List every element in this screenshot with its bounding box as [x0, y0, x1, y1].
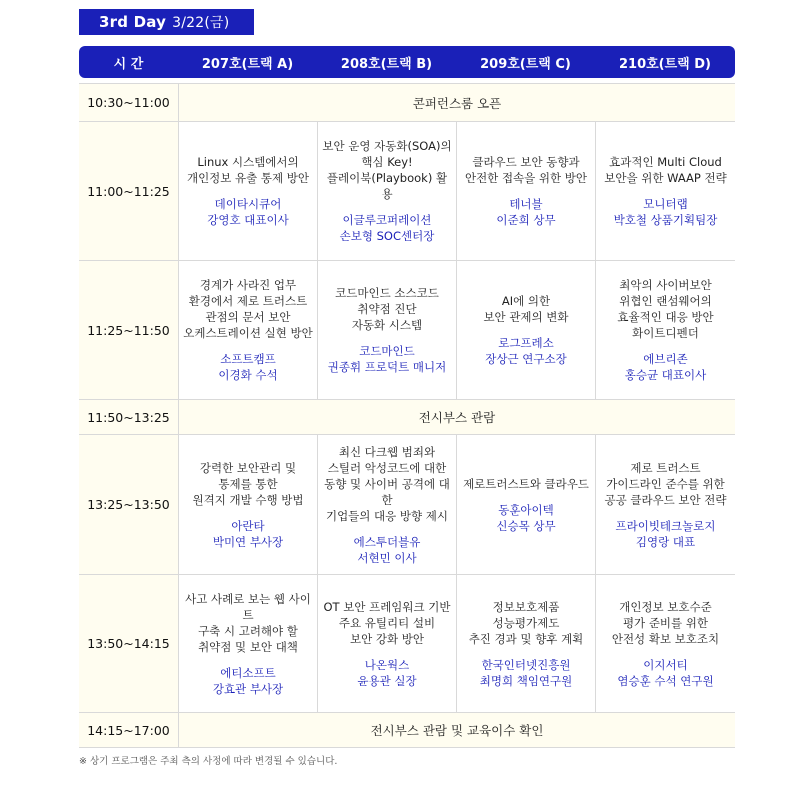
session-title: 클라우드 보안 동향과 안전한 접속을 위한 방안	[464, 155, 588, 185]
schedule-table	[79, 46, 735, 748]
row-time: 11:50~13:25	[79, 400, 178, 434]
day-badge	[79, 9, 254, 35]
session-cell	[595, 122, 735, 260]
session-cell	[178, 261, 317, 399]
session-title: Linux 시스템에서의 개인정보 유출 통제 방안	[186, 155, 310, 185]
session-title: AI에 의한 보안 관제의 변화	[483, 294, 569, 324]
header-track-b: 208호(트랙 B)	[340, 56, 433, 72]
session-title: 효과적인 Multi Cloud 보안을 위한 WAAP 전략	[604, 155, 727, 185]
session-title: 보안 운영 자동화(SOA)의 핵심 Key! 플레이북(Playbook) 활용	[322, 139, 452, 201]
session-speaker: 데이타시큐어 강영호 대표이사	[207, 197, 289, 227]
session-title: 강력한 보안관리 및 통제를 통한 원격지 개발 수행 방법	[192, 460, 304, 507]
header-track-c: 209호(트랙 C)	[480, 56, 571, 72]
session-speaker: 로그프레소 장상근 연구소장	[485, 336, 567, 366]
session-speaker: 아란타 박미연 부사장	[212, 518, 284, 549]
table-row	[79, 435, 735, 575]
session-speaker: 테너블 이준희 상무	[496, 197, 556, 227]
session-title: 정보보호제품 성능평가제도 추진 경과 및 향후 계획	[468, 599, 584, 646]
session-title: 코드마인드 소스코드 취약점 진단 자동화 시스템	[335, 286, 439, 332]
table-row	[79, 122, 735, 261]
session-speaker: 소프트캠프 이경화 수석	[218, 352, 278, 382]
header-time: 시 간	[113, 56, 144, 72]
row-span-text: 전시부스 관람 및 교육이수 확인	[178, 713, 735, 747]
session-cell	[595, 435, 735, 574]
table-row	[79, 400, 735, 435]
session-cell	[456, 435, 595, 574]
session-title: 최악의 사이버보안 위협인 랜섬웨어의 효율적인 대응 방안 화이트디펜더	[617, 278, 714, 340]
session-cell	[178, 575, 317, 712]
table-row	[79, 83, 735, 122]
session-speaker: 에브리존 홍승균 대표이사	[624, 352, 707, 382]
header-track-a: 207호(트랙 A)	[201, 56, 294, 72]
session-cell	[595, 261, 735, 399]
session-title: 사고 사례로 보는 웹 사이트 구축 시 고려해야 할 취약점 및 보안 대책	[185, 591, 311, 654]
table-row	[79, 261, 735, 400]
session-speaker: 한국인터넷진흥원 최명희 책임연구원	[479, 657, 573, 688]
session-cell	[456, 261, 595, 399]
session-speaker: 에스투더블유 서현민 이사	[353, 534, 421, 565]
session-title: 제로트러스트와 클라우드	[463, 476, 589, 491]
session-title: OT 보안 프레임워크 기반 주요 유틸리티 설비 보안 강화 방안	[323, 599, 451, 646]
session-cell	[595, 575, 735, 712]
row-time: 11:00~11:25	[79, 122, 178, 260]
session-cell	[317, 122, 456, 260]
table-header	[79, 46, 735, 78]
session-title: 개인정보 보호수준 평가 준비를 위한 안전성 확보 보호조치	[611, 599, 720, 646]
session-speaker: 이글루코퍼레이션 손보형 SOC센터장	[339, 213, 435, 243]
session-cell	[178, 122, 317, 260]
row-span-text: 전시부스 관람	[178, 400, 735, 434]
table-row	[79, 713, 735, 748]
session-cell	[317, 435, 456, 574]
session-speaker: 프라이빗테크놀로지 김영랑 대표	[615, 518, 716, 549]
session-cell	[456, 122, 595, 260]
row-time: 11:25~11:50	[79, 261, 178, 399]
session-speaker: 동훈아이텍 신승목 상무	[496, 502, 556, 533]
row-span-text: 콘퍼런스룸 오픈	[178, 84, 735, 121]
row-time: 10:30~11:00	[79, 84, 178, 121]
session-speaker: 에티소프트 강효관 부사장	[212, 665, 284, 696]
session-speaker: 나온웍스 윤용관 실장	[357, 657, 417, 688]
session-speaker: 이지서티 염승훈 수석 연구원	[617, 657, 714, 688]
session-speaker: 모니터랩 박호철 상품기획팀장	[613, 197, 718, 227]
session-speaker: 코드마인드 권종휘 프로덕트 매니저	[327, 344, 447, 374]
day-label: 3rd Day	[99, 13, 167, 31]
session-title: 제로 트러스트 가이드라인 준수를 위한 공공 클라우드 보안 전략	[604, 460, 727, 507]
session-cell	[178, 435, 317, 574]
row-time: 13:50~14:15	[79, 575, 178, 712]
header-track-d: 210호(트랙 D)	[618, 56, 711, 72]
session-cell	[456, 575, 595, 712]
row-time: 13:25~13:50	[79, 435, 178, 574]
day-date: 3/22(금)	[172, 15, 230, 31]
footnote: ※ 상기 프로그램은 주최 측의 사정에 따라 변경될 수 있습니다.	[79, 756, 338, 767]
session-cell	[317, 575, 456, 712]
row-time: 14:15~17:00	[79, 713, 178, 747]
session-title: 경계가 사라진 업무 환경에서 제로 트러스트 관점의 문서 보안 오케스트레이션 실현 방안	[183, 278, 313, 340]
table-row	[79, 575, 735, 713]
session-cell	[317, 261, 456, 399]
session-title: 최신 다크웹 범죄와 스틸러 악성코드에 대한 동향 및 사이버 공격에 대한 기업들의 대응 방향 제시	[324, 444, 450, 523]
